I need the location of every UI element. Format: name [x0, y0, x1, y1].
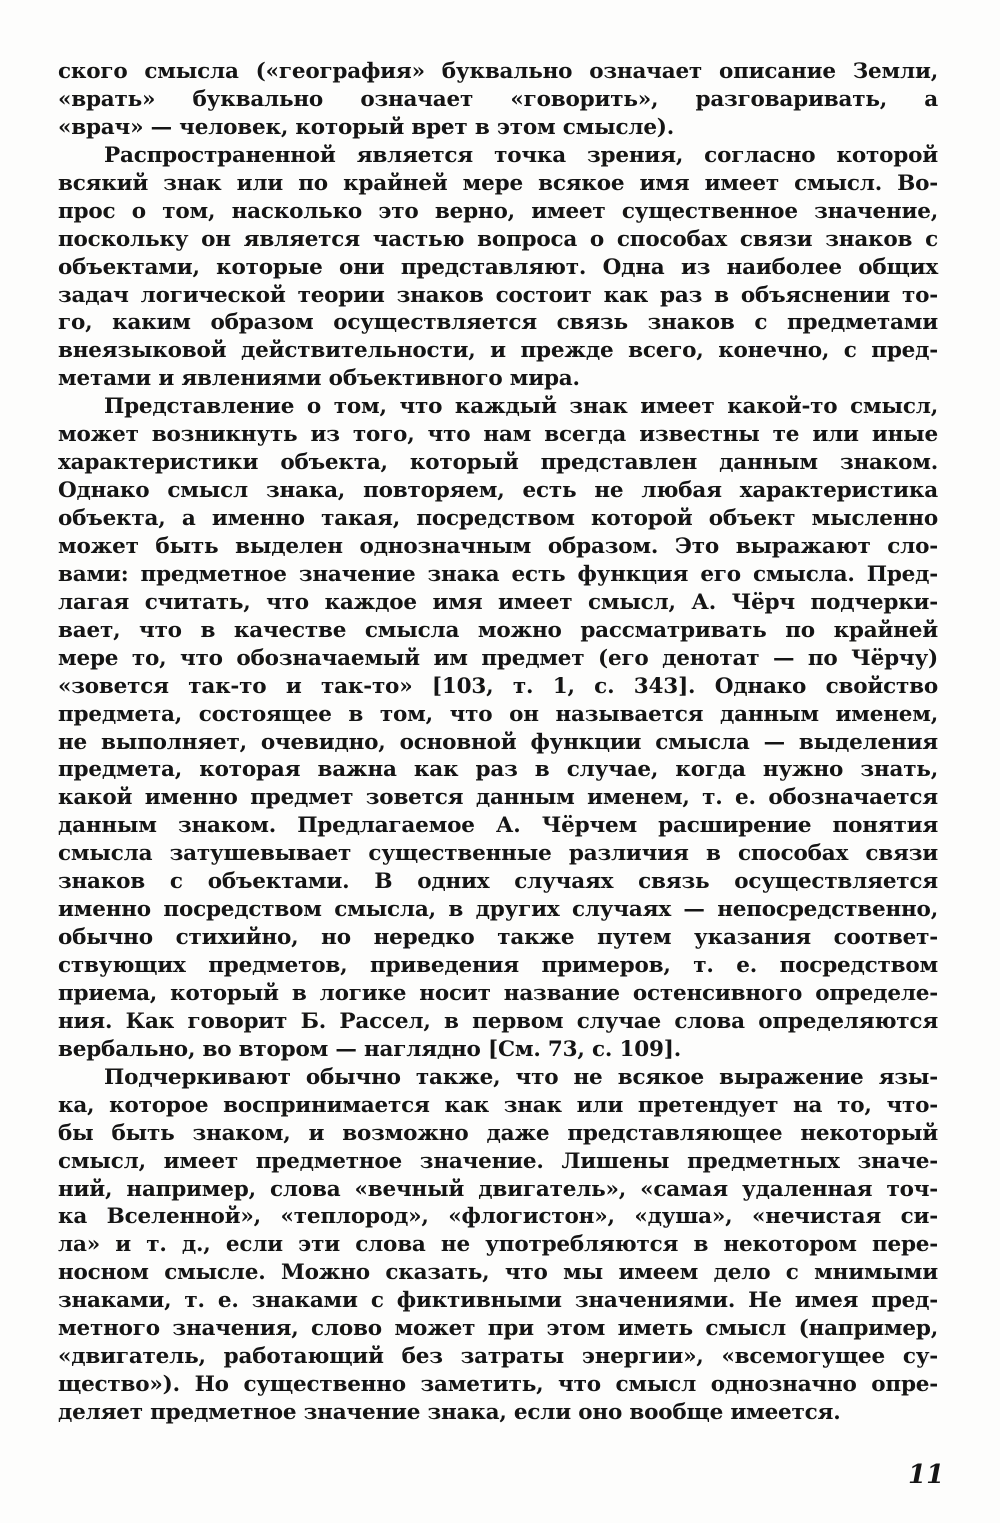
text-line: ствующих предметов, приведения примеров, т. е. посредством — [58, 953, 938, 978]
text-line: «зовется так-то и так-то» [103, т. 1, с. 343]. Однако свойство — [58, 673, 938, 699]
text-line: ка, которое воспринимается как знак или претендует на то, что- — [58, 1092, 938, 1118]
text-line: знаками, т. е. знаками с фиктивными значениями. Не имея пред- — [58, 1288, 938, 1314]
text-line: какой именно предмет зовется данным именем, т. е. обозначается — [58, 785, 938, 811]
text-line: внеязыковой действительности, и прежде всего, конечно, с пред- — [58, 338, 938, 364]
text-line: данным знаком. Предлагаемое А. Чёрчем расширение понятия — [58, 813, 938, 839]
text-line: Подчеркивают обычно также, что не всякое выражение язы- — [104, 1064, 938, 1090]
text-line: не выполняет, очевидно, основной функции смысла — выделения — [58, 729, 938, 755]
paragraph-2 — [58, 142, 938, 393]
text-line: вает, что в качестве смысла можно рассматривать по крайней — [58, 617, 938, 643]
text-line: предмета, которая важна как раз в случае, когда нужно знать, — [58, 757, 938, 783]
text-line: предмета, состоящее в том, что он называется данным именем, — [58, 701, 938, 727]
text-line: мере то, что обозначаемый им предмет (его денотат — по Чёрчу) — [58, 645, 938, 671]
text-line: бы быть знаком, и возможно даже представляющее некоторый — [58, 1120, 938, 1146]
text-line: объектами, которые они представляют. Одна из наиболее общих — [58, 254, 938, 280]
text-line: лагая считать, что каждое имя имеет смысл, А. Чёрч подчерки- — [58, 589, 938, 615]
text-line: характеристики объекта, который представлен данным знаком. — [58, 450, 938, 476]
text-line: щество»). Но существенно заметить, что смысл однозначно опре- — [58, 1372, 938, 1398]
text-line: может быть выделен однозначным образом. Это выражают сло- — [58, 533, 938, 559]
text-line: носном смысле. Можно сказать, что мы имеем дело с мнимыми — [58, 1260, 938, 1286]
text-line: метами и явлениями объективного мира. — [58, 366, 580, 392]
text-line: приема, который в логике носит название остенсивного определе- — [58, 980, 938, 1006]
text-line: «врать» буквально означает «говорить», разговаривать, а — [58, 86, 938, 112]
text-line: Распространенной является точка зрения, согласно которой — [104, 142, 938, 168]
text-line: ний, например, слова «вечный двигатель», «самая удаленная точ- — [58, 1176, 938, 1202]
text-line: ния. Как говорит Б. Рассел, в первом случае слова определяются — [58, 1008, 938, 1034]
text-line: вами: предметное значение знака есть функция его смысла. Пред- — [58, 561, 938, 587]
text-line: прос о том, насколько это верно, имеет существенное значение, — [58, 198, 938, 224]
text-line: Однако смысл знака, повторяем, есть не любая характеристика — [58, 478, 938, 504]
text-line: объекта, а именно такая, посредством которой объект мысленно — [58, 506, 938, 531]
text-line: вербально, во втором — наглядно [См. 73, с. 109]. — [58, 1036, 682, 1062]
text-line: именно посредством смысла, в других случаях — непосредственно, — [58, 897, 938, 923]
text-line: ского смысла («география» буквально означает описание Земли, — [58, 59, 938, 84]
text-line: знаков с объектами. В одних случаях связь осуществляется — [58, 869, 938, 895]
text-line: поскольку он является частью вопроса о способах связи знаков с — [58, 226, 938, 252]
text-line: метного значения, слово может при этом иметь смысл (например, — [58, 1316, 938, 1342]
paragraph-4 — [58, 1064, 938, 1427]
text-line: обычно стихийно, но нередко также путем указания соответ- — [58, 925, 938, 951]
text-line: деляет предметное значение знака, если оно вообще имеется. — [58, 1400, 841, 1425]
text-line: «двигатель, работающий без затраты энергии», «всемогущее су- — [58, 1344, 938, 1370]
text-line: го, каким образом осуществляется связь знаков с предметами — [58, 310, 938, 336]
text-line: всякий знак или по крайней мере всякое имя имеет смысл. Во- — [58, 170, 938, 196]
text-line: ла» и т. д., если эти слова не употребляются в некотором пере- — [58, 1232, 938, 1258]
page-text — [58, 58, 938, 1427]
text-line: смысл, имеет предметное значение. Лишены предметных значе- — [58, 1148, 938, 1174]
text-line: задач логической теории знаков состоит как раз в объяснении то- — [58, 282, 938, 308]
page-number: 11 — [908, 1460, 945, 1490]
text-line: может возникнуть из того, что нам всегда известны те или иные — [58, 422, 938, 448]
paragraph-1 — [58, 58, 938, 142]
text-line: «врач» — человек, который врет в этом смысле). — [58, 114, 675, 140]
text-line: ка Вселенной», «теплород», «флогистон», «душа», «нечистая си- — [58, 1204, 938, 1230]
text-line: смысла затушевывает существенные различия в способах связи — [58, 841, 938, 867]
text-line: Представление о том, что каждый знак имеет какой-то смысл, — [104, 394, 938, 420]
paragraph-3 — [58, 393, 938, 1064]
